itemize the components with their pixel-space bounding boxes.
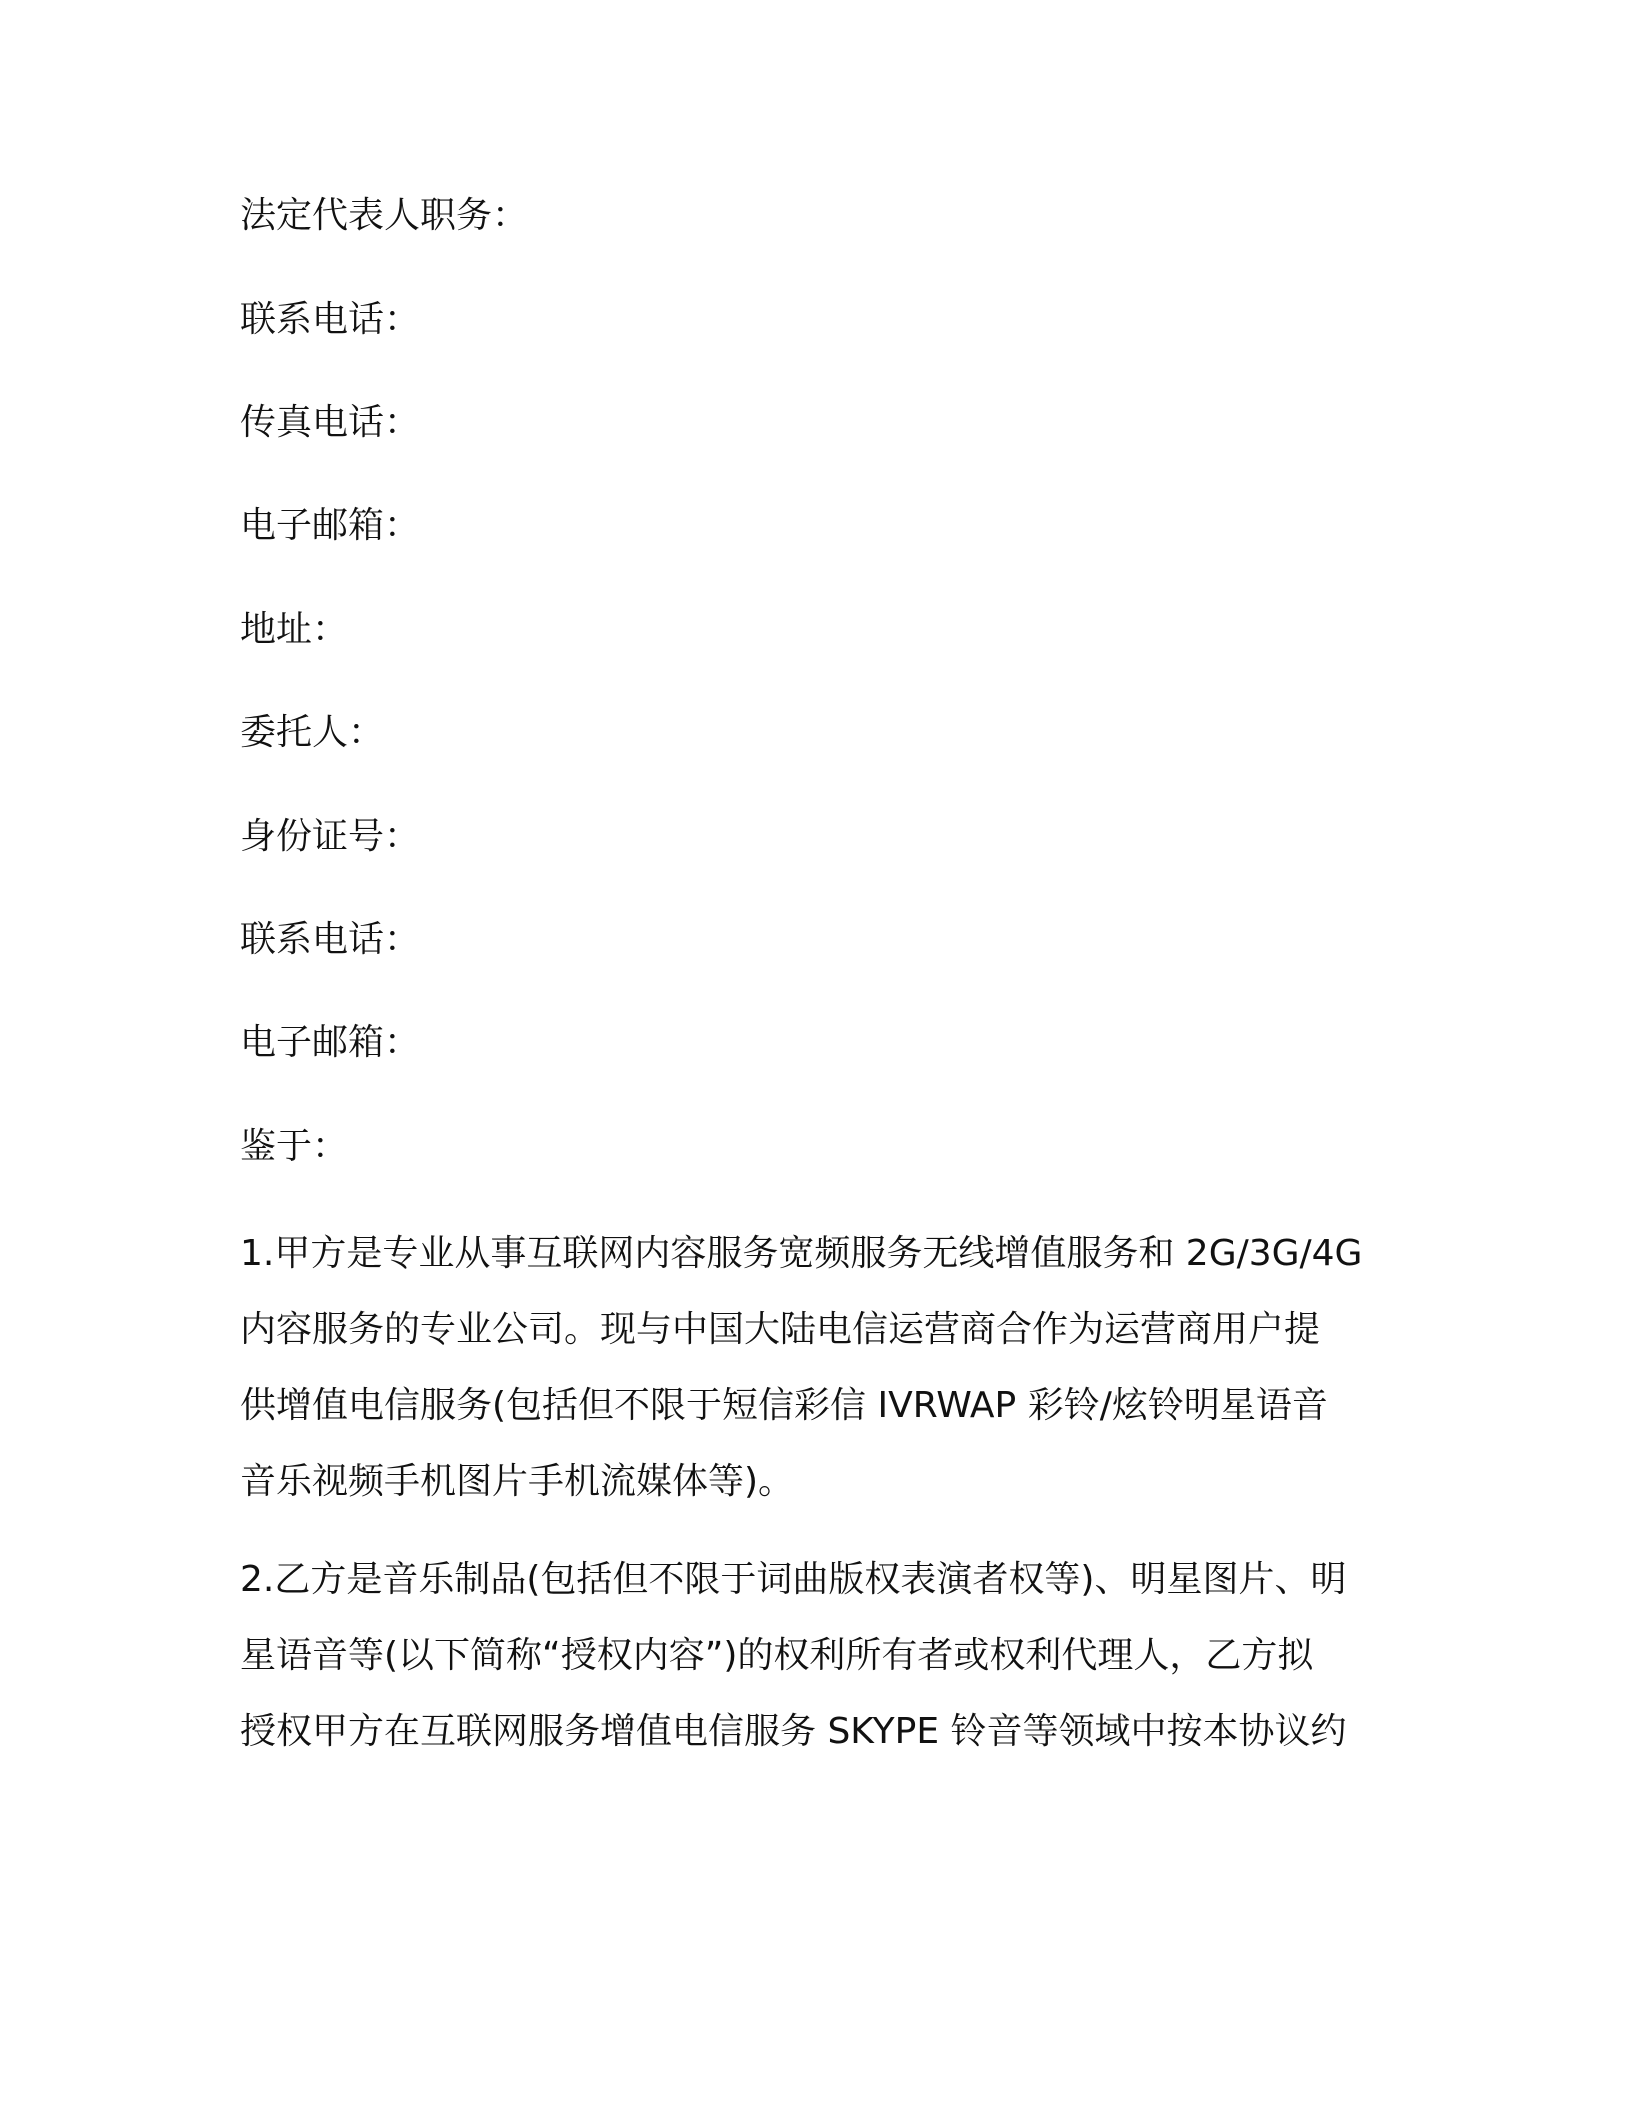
paragraph-line: 2.乙方是音乐制品(包括但不限于词曲版权表演者权等)、明星图片、明 <box>240 1559 1347 1600</box>
recital-paragraph-2 <box>240 1542 1390 1770</box>
field-fax: 传真电话： <box>240 402 421 443</box>
paragraph-line: 1.甲方是专业从事互联网内容服务宽频服务无线增值服务和 2G/3G/4G <box>240 1233 1363 1274</box>
field-id-number: 身份证号： <box>240 816 421 857</box>
field-phone: 联系电话： <box>240 299 421 340</box>
paragraph-line: 供增值电信服务(包括但不限于短信彩信 IVRWAP 彩铃/炫铃明星语音 <box>240 1385 1328 1426</box>
paragraph-line: 星语音等(以下简称“授权内容”)的权利所有者或权利代理人，乙方拟 <box>240 1635 1314 1676</box>
field-email: 电子邮箱： <box>240 505 421 546</box>
recitals-heading: 鉴于： <box>240 1126 349 1167</box>
field-entrusted-phone: 联系电话： <box>240 919 421 960</box>
field-entrusted-person: 委托人： <box>240 712 385 753</box>
paragraph-line: 内容服务的专业公司。现与中国大陆电信运营商合作为运营商用户提 <box>240 1309 1321 1350</box>
field-entrusted-email: 电子邮箱： <box>240 1022 421 1063</box>
field-legal-rep-position: 法定代表人职务： <box>240 195 529 236</box>
field-address: 地址： <box>240 609 349 650</box>
paragraph-line: 音乐视频手机图片手机流媒体等)。 <box>240 1461 795 1502</box>
paragraph-line: 授权甲方在互联网服务增值电信服务 SKYPE 铃音等领域中按本协议约 <box>240 1711 1347 1752</box>
recital-paragraph-1 <box>240 1216 1390 1520</box>
